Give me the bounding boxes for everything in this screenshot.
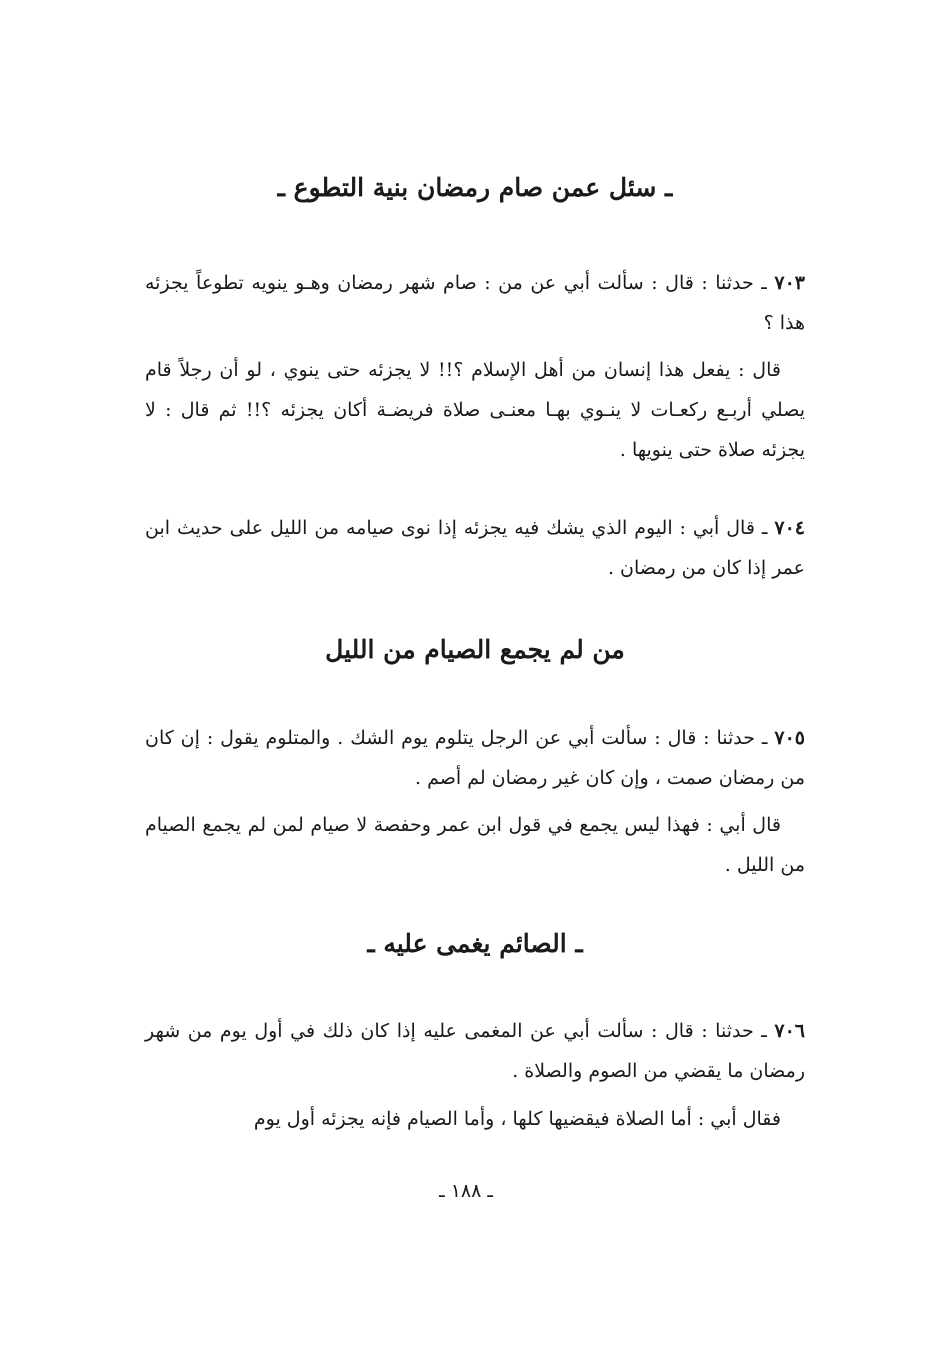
section-heading-intention-night: من لم يجمع الصيام من الليل	[325, 635, 625, 664]
page-number: ـ ١٨٨ ـ	[439, 1180, 493, 1202]
paragraph-number: ٧٠٥	[774, 727, 805, 749]
paragraph-703	[145, 263, 805, 343]
paragraph-703-answer: قال : يفعل هذا إنسان من أهل الإسلام ؟!! لا يجزئه حتى ينوي ، لو أن رجلاً قام يصلي أربـع ركعـات لا ينـوي بهـا معنـى صلاة فريضـة أكان يجزئه ؟!! ثم قال : لا يجزئه صلاة حتى ينويها .	[145, 359, 805, 461]
paragraph-705	[145, 718, 805, 798]
paragraph-706-answer: فقال أبي : أما الصلاة فيقضيها كلها ، وأما الصيام فإنه يجزئه أول يوم	[253, 1108, 781, 1130]
paragraph-number: ٧٠٣	[774, 272, 805, 294]
section-heading-fainting: ـ الصائم يغمى عليه ـ	[367, 929, 583, 958]
paragraph-704	[145, 508, 805, 588]
paragraph-705-answer: قال أبي : فهذا ليس يجمع في قول ابن عمر وحفصة لا صيام لمن لم يجمع الصيام من الليل .	[145, 814, 805, 876]
section-heading-ramadan-voluntary: ـ سئل عمن صام رمضان بنية التطوع ـ	[277, 173, 673, 202]
paragraph-text: ـ قال أبي : اليوم الذي يشك فيه يجزئه إذا نوى صيامه من الليل على حديث ابن عمر إذا كان من رمضان .	[145, 517, 805, 579]
paragraph-text: ـ حدثنا : قال : سألت أبي عن من : صام شهر رمضان وهـو ينويه تطوعاً يجزئه هذا ؟	[145, 272, 805, 334]
paragraph-number: ٧٠٤	[774, 517, 805, 539]
paragraph-706	[145, 1011, 805, 1091]
paragraph-text: ـ حدثنا : قال : سألت أبي عن المغمى عليه إذا كان ذلك في أول يوم من شهر رمضان ما يقضي من الصوم والصلاة .	[145, 1020, 805, 1082]
paragraph-text: ـ حدثنا : قال : سألت أبي عن الرجل يتلوم يوم الشك . والمتلوم يقول : إن كان من رمضان صمت ، وإن كان غير رمضان لم أصم .	[145, 727, 805, 789]
paragraph-number: ٧٠٦	[774, 1020, 805, 1042]
